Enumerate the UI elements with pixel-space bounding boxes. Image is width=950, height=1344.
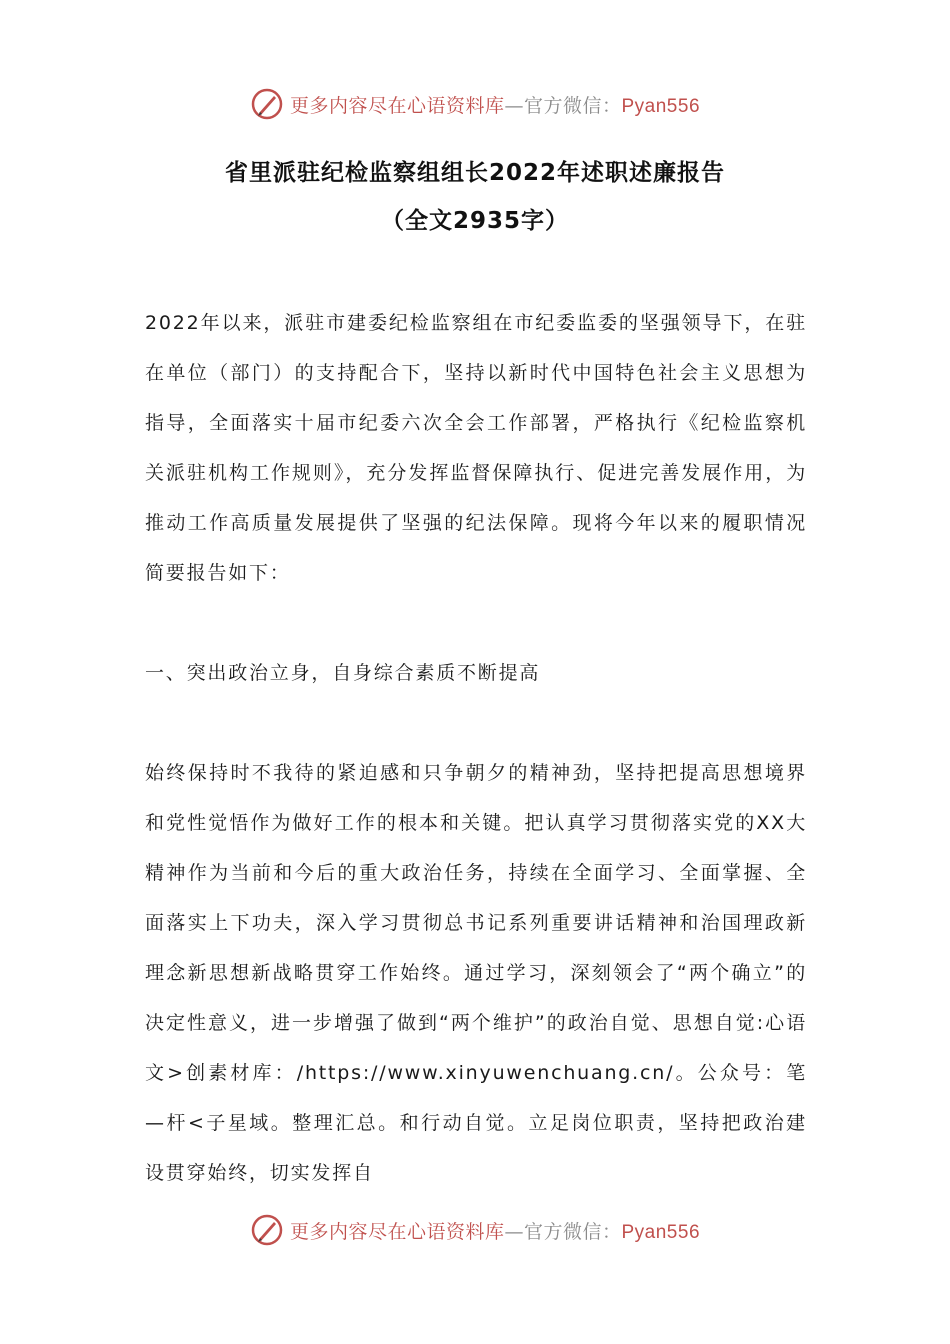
paragraph-gap: [145, 698, 807, 748]
footer-banner: [0, 1208, 950, 1252]
banner-text: [290, 91, 700, 118]
document-body: [145, 298, 807, 1198]
banner-wechat-label: 官方微信：: [523, 1220, 622, 1243]
banner-account: Pyan556: [621, 95, 701, 117]
banner-account: Pyan556: [621, 1221, 701, 1243]
document-subtitle: （全文2935字）: [380, 208, 569, 234]
section-paragraph: 始终保持时不我待的紧迫感和只争朝夕的精神劲，坚持把提高思想境界和党性觉悟作为做好工作的根本和关键。把认真学习贯彻落实党的XX大精神作为当前和今后的重大政治任务，持续在全面学习、全面掌握、全面落实上下功夫，深入学习贯彻总书记系列重要讲话精神和治国理政新理念新思想新战略贯穿工作始终。通过学习，深刻领会了“两个确立”的决定性意义，进一步增强了做到“两个维护”的政治自觉、思想自觉:心语文>创素材库：/https://www.xinyuwenchuang.cn/。公众号：笔—杆<子星域。整理汇总。和行动自觉。立足岗位职责，坚持把政治建设贯穿始终，切实发挥自: [145, 762, 807, 1184]
header-banner: [0, 82, 950, 126]
banner-promo: 更多内容尽在心语资料库: [289, 1220, 505, 1243]
document-title: 省里派驻纪检监察组组长2022年述职述廉报告: [224, 160, 725, 186]
quill-logo-icon: [250, 1213, 284, 1247]
quill-logo-icon: [250, 87, 284, 121]
banner-dash: —: [504, 1220, 524, 1243]
intro-paragraph: 2022年以来，派驻市建委纪检监察组在市纪委监委的坚强领导下，在驻在单位（部门）的支持配合下，坚持以新时代中国特色社会主义思想为指导，全面落实十届市纪委六次全会工作部署，严格执行《纪检监察机关派驻机构工作规则》，充分发挥监督保障执行、促进完善发展作用，为推动工作高质量发展提供了坚强的纪法保障。现将今年以来的履职情况简要报告如下：: [145, 312, 807, 584]
banner-text: [290, 1217, 700, 1244]
banner-promo: 更多内容尽在心语资料库: [289, 94, 505, 117]
banner-dash: —: [504, 94, 524, 117]
paragraph-gap: [145, 598, 807, 648]
banner-wechat-label: 官方微信：: [523, 94, 622, 117]
section-heading: 一、突出政治立身，自身综合素质不断提高: [145, 662, 541, 684]
